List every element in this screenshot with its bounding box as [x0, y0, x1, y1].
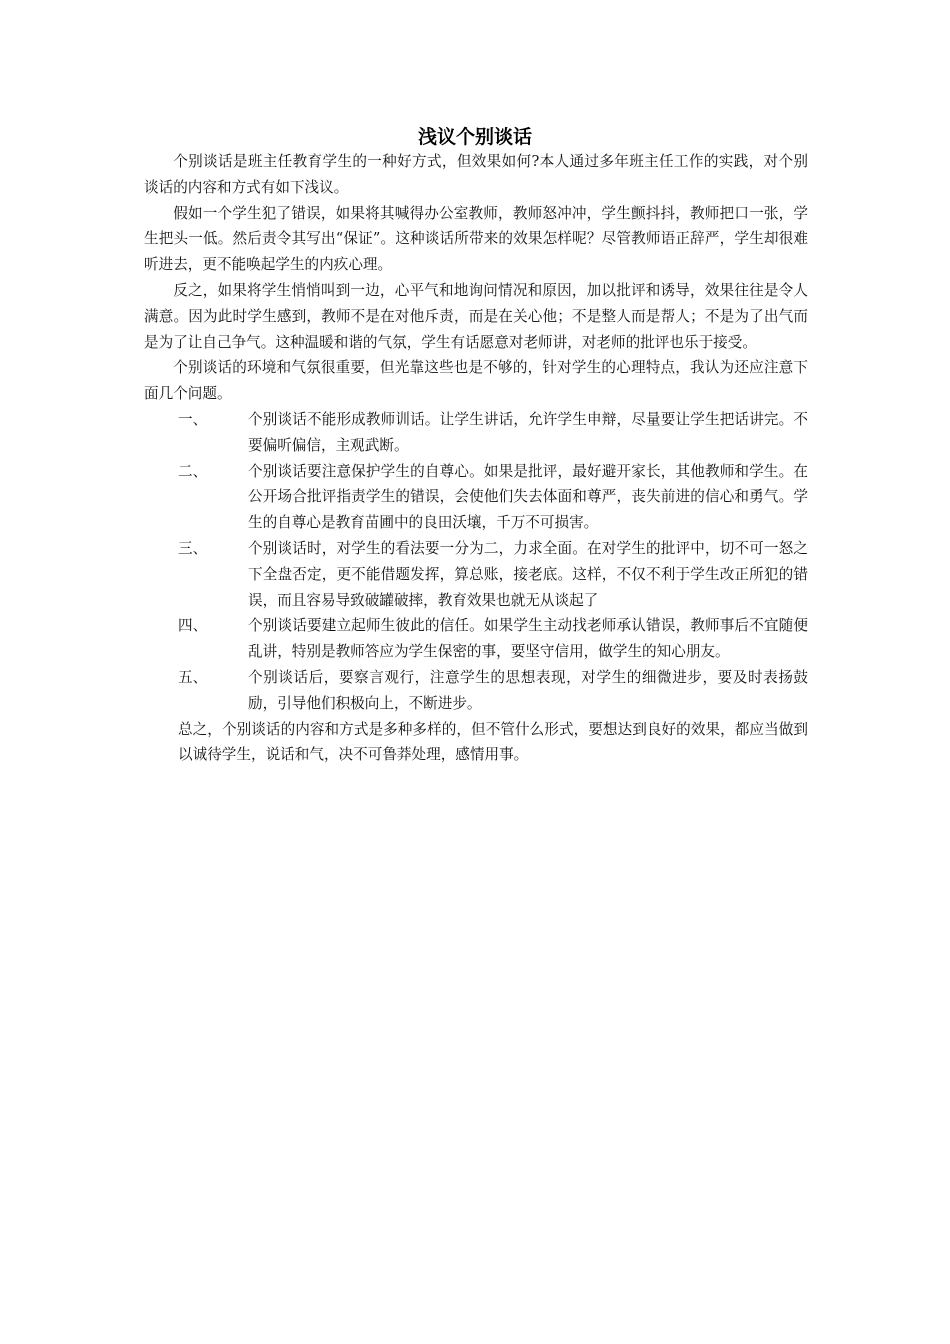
- points-list: [144, 407, 808, 717]
- list-item: [144, 407, 808, 459]
- document-body: [144, 149, 808, 768]
- document-title: 浅议个别谈话: [417, 126, 532, 148]
- list-item: [144, 613, 808, 665]
- list-item-text: 个别谈话后，要察言观行，注意学生的思想表现，对学生的细微进步，要及时表扬鼓励，引导他们积极向上，不断进步。: [248, 668, 808, 712]
- paragraph-intro: 个别谈话是班主任教育学生的一种好方式，但效果如何?本人通过多年班主任工作的实践，对个别谈话的内容和方式有如下浅议。: [144, 153, 808, 196]
- list-item-number: 二、: [178, 462, 208, 480]
- paragraph-good-example: 反之，如果将学生悄悄叫到一边，心平气和地询问情况和原因，加以批评和诱导，效果往往是令人满意。因为此时学生感到，教师不是在对他斥责，而是在关心他；不是整人而是帮人；不是为了出气而是为了让自己争气。这种温暖和谐的气氛，学生有话愿意对老师讲，对老师的批评也乐于接受。: [144, 281, 808, 351]
- list-item: [144, 536, 808, 613]
- list-item-number: 四、: [178, 617, 208, 635]
- list-item-number: 三、: [178, 539, 208, 557]
- paragraph-closing: 总之，个别谈话的内容和方式是多种多样的，但不管什么形式，要想达到良好的效果，都应当做到以诚待学生，说话和气，决不可鲁莽处理，感情用事。: [178, 720, 808, 764]
- list-item-text: 个别谈话不能形成教师训话。让学生讲话，允许学生申辩，尽量要让学生把话讲完。不要偏听偏信，主观武断。: [248, 410, 808, 454]
- list-item: [144, 665, 808, 717]
- list-item: [144, 459, 808, 536]
- list-item-number: 一、: [178, 410, 208, 428]
- paragraph-list-intro: 个别谈话的环境和气氛很重要，但光靠这些也是不够的，针对学生的心理特点，我认为还应注意下面几个问题。: [144, 359, 808, 403]
- list-item-text: 个别谈话要建立起师生彼此的信任。如果学生主动找老师承认错误，教师事后不宜随便乱讲，特别是教师答应为学生保密的事，要坚守信用，做学生的知心朋友。: [248, 617, 808, 661]
- list-item-text: 个别谈话要注意保护学生的自尊心。如果是批评，最好避开家长，其他教师和学生。在公开场合批评指责学生的错误，会使他们失去体面和尊严，丧失前进的信心和勇气。学生的自尊心是教育苗圃中的良田沃壤，千万不可损害。: [248, 462, 808, 532]
- paragraph-bad-example: 假如一个学生犯了错误，如果将其喊得办公室教师，教师怒冲冲，学生颤抖抖，教师把口一张，学生把头一低。然后责令其写出“保证”。这种谈话所带来的效果怎样呢？尽管教师语正辞严，学生却很难听进去，更不能唤起学生的内疚心理。: [144, 204, 808, 274]
- list-item-text: 个别谈话时，对学生的看法要一分为二，力求全面。在对学生的批评中，切不可一怒之下全盘否定，更不能借题发挥，算总账，接老底。这样，不仅不利于学生改正所犯的错误，而且容易导致破罐破摔，教育效果也就无从谈起了: [248, 539, 808, 609]
- list-item-number: 五、: [178, 668, 208, 686]
